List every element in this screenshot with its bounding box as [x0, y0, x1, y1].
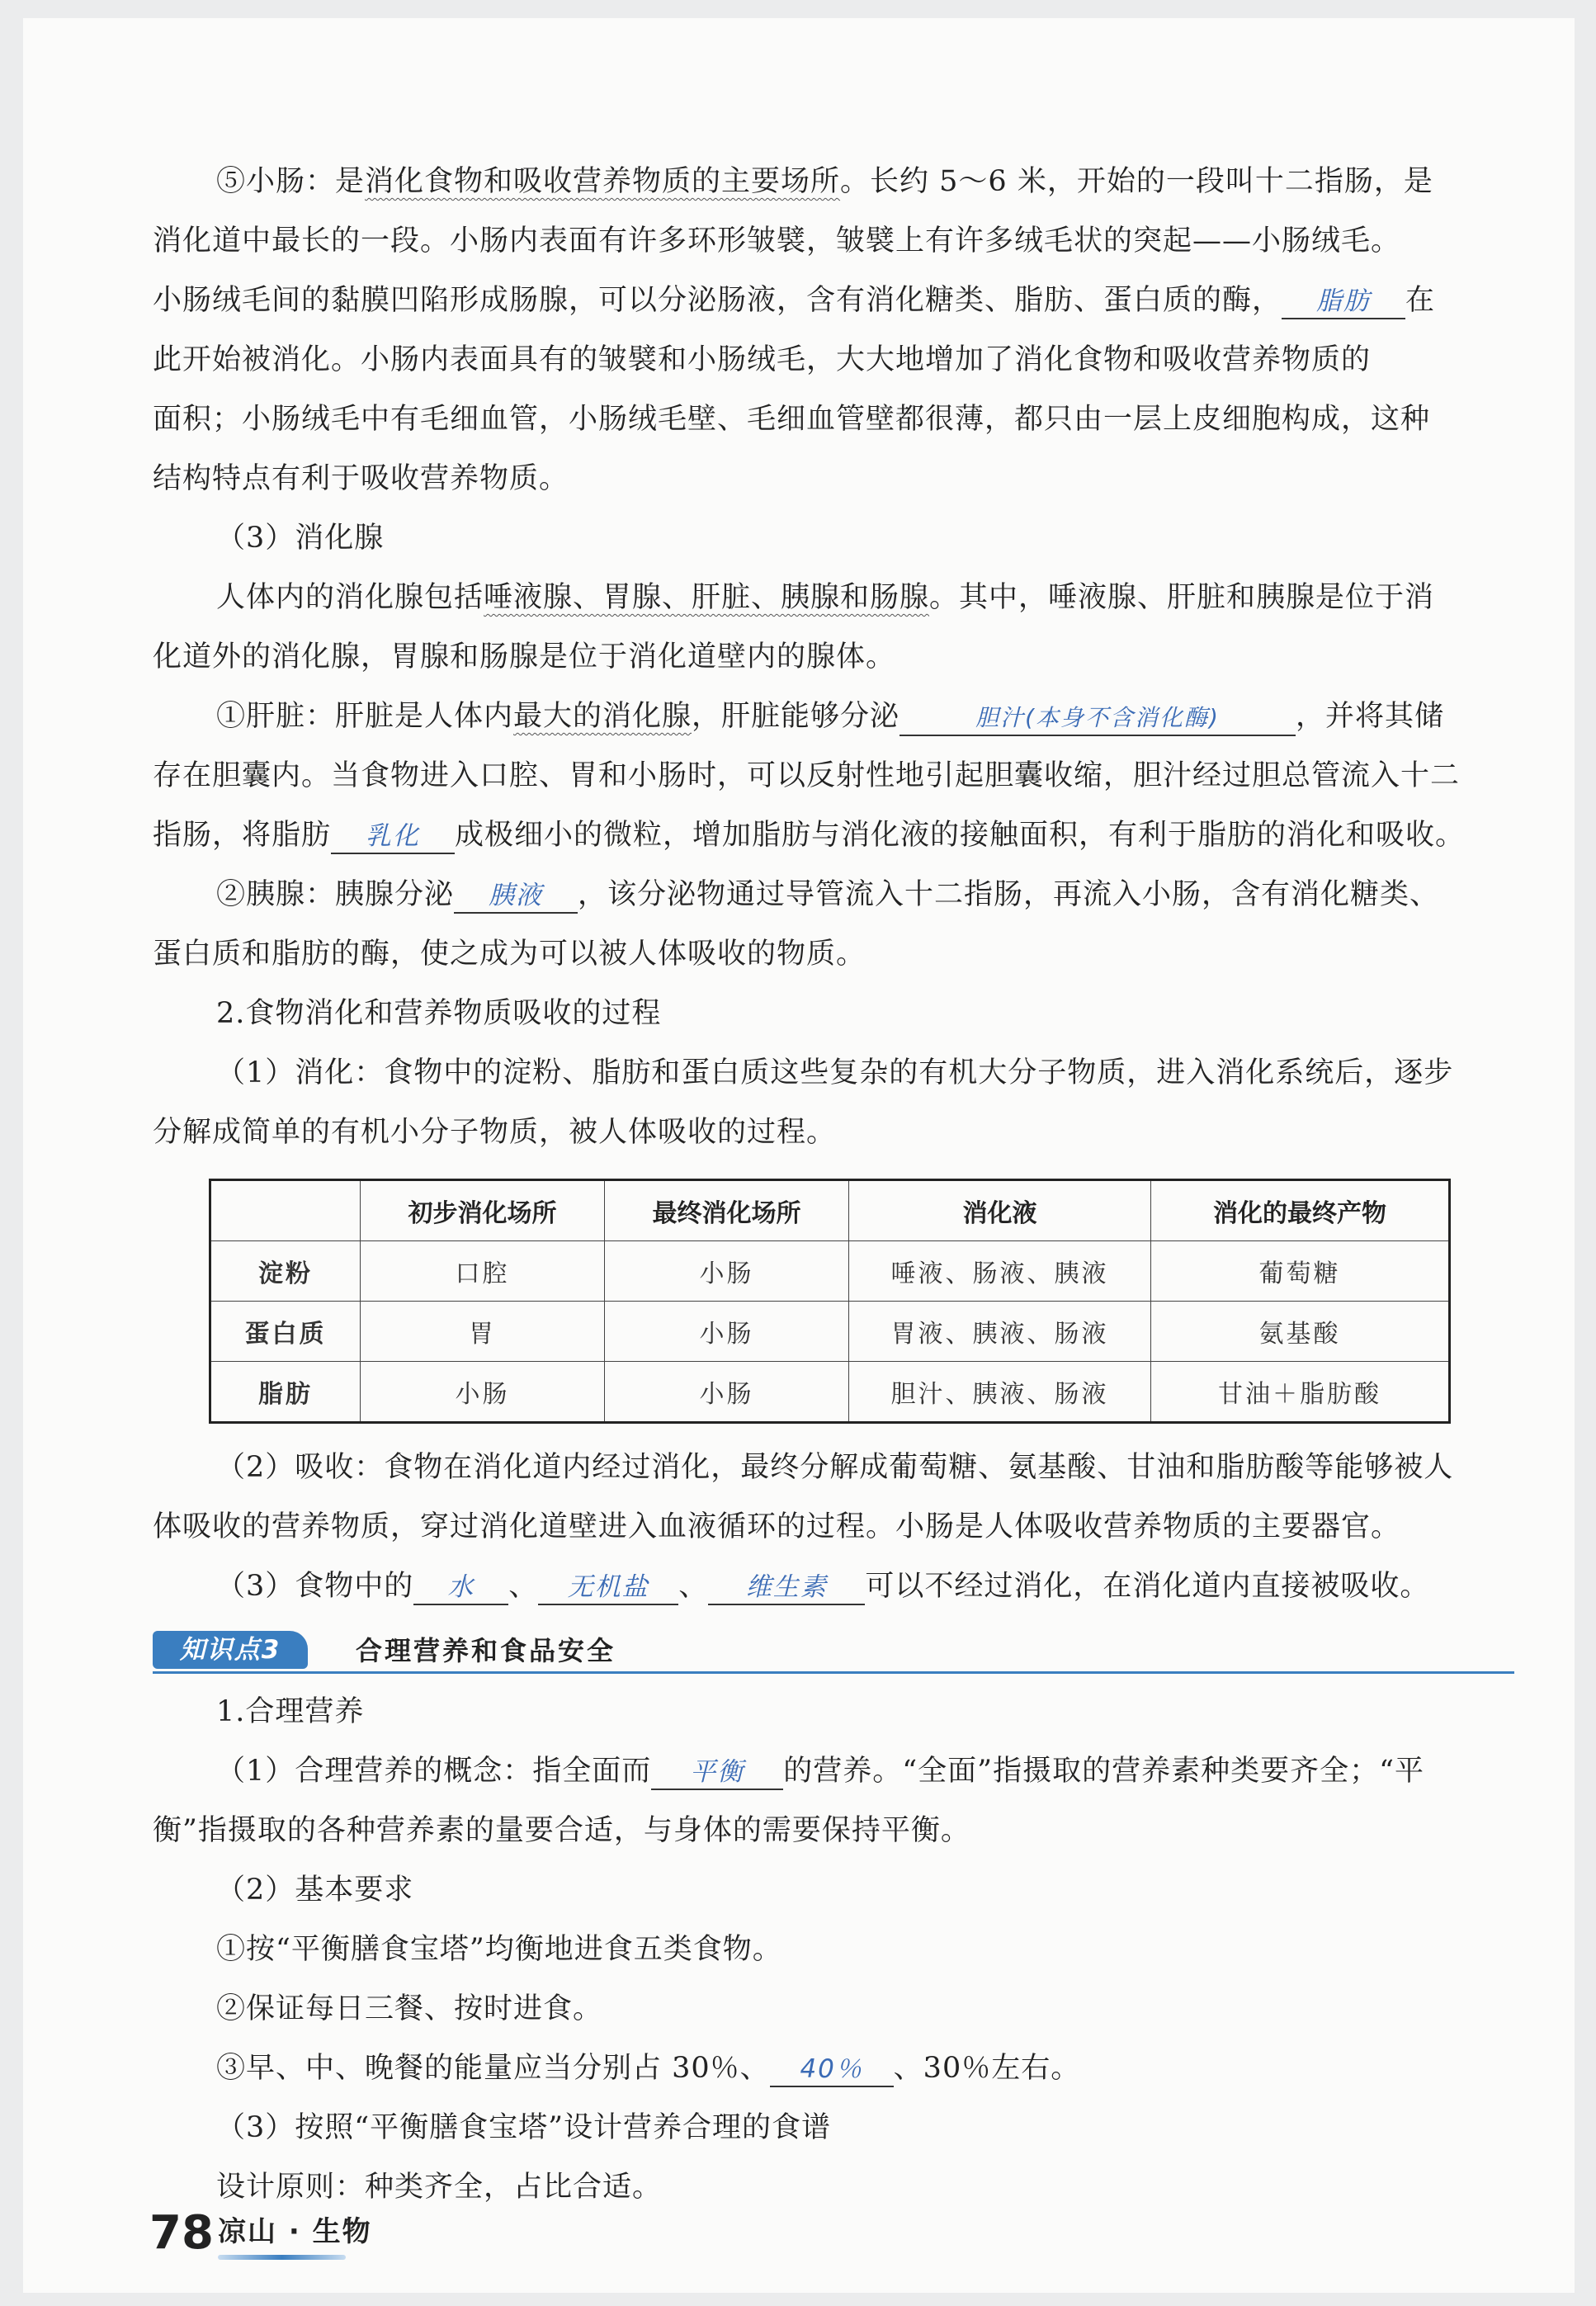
- table-header-cell: 消化液: [849, 1180, 1151, 1241]
- table-row: [210, 1241, 1450, 1302]
- answer-blank: 脂肪: [1282, 285, 1405, 319]
- paragraph-line: ③早、中、晚餐的能量应当分别占 30％、 40％ 、30％左右。: [216, 2050, 1578, 2087]
- table-header-cell: 最终消化场所: [605, 1180, 849, 1241]
- paragraph-line: （1）消化：食物中的淀粉、脂肪和蛋白质这些复杂的有机大分子物质，进入消化系统后，逐步: [216, 1056, 1454, 1089]
- paragraph-line: ①按“平衡膳食宝塔”均衡地进食五类食物。: [216, 1933, 782, 1966]
- textbook-page: [23, 18, 1575, 2293]
- answer-blank: 40％: [770, 2053, 894, 2087]
- paragraph-line: 面积；小肠绒毛中有毛细血管，小肠绒毛壁、毛细血管壁都很薄，都只由一层上皮细胞构成，这种: [153, 403, 1431, 436]
- paragraph-line: 化道外的消化腺，胃腺和肠腺是位于消化道壁内的腺体。: [153, 640, 896, 673]
- answer-blank: 胆汁(本身不含消化酶): [900, 702, 1296, 736]
- table-row: [210, 1362, 1450, 1423]
- emphasis-text: 最大的消化腺: [513, 700, 692, 733]
- paragraph-line: 此开始被消化。小肠内表面具有的皱襞和小肠绒毛，大大地增加了消化食物和吸收营养物质的: [153, 343, 1372, 376]
- table-cell: 胃: [361, 1302, 605, 1362]
- table-row: [210, 1302, 1450, 1362]
- paragraph-line: 消化道中最长的一段。小肠内表面有许多环形皱襞，皱襞上有许多绒毛状的突起——小肠绒毛。: [153, 224, 1401, 258]
- paragraph-line: （1）合理营养的概念：指全面而 平衡 的营养。“全面”指摄取的营养素种类要齐全；“平: [216, 1753, 1578, 1790]
- table-header-cell: 初步消化场所: [361, 1180, 605, 1241]
- answer-blank: 乳化: [331, 820, 455, 854]
- table-cell: 唾液、肠液、胰液: [849, 1241, 1151, 1302]
- table-cell: 胆汁、胰液、肠液: [849, 1362, 1151, 1423]
- paragraph-line: 衡”指摄取的各种营养素的量要合适，与身体的需要保持平衡。: [153, 1814, 970, 1847]
- paragraph-line: ②胰腺：胰腺分泌 胰液 ，该分泌物通过导管流入十二指肠，再流入小肠，含有消化糖类、: [216, 877, 1578, 914]
- subheading: （3）按照“平衡膳食宝塔”设计营养合理的食谱: [216, 2111, 832, 2144]
- footer-accent-bar: [218, 2255, 346, 2260]
- table-header-cell: [210, 1180, 361, 1241]
- paragraph-line: 人体内的消化腺包括唾液腺、胃腺、肝脏、胰腺和肠腺。其中，唾液腺、肝脏和胰腺是位于消: [216, 581, 1435, 614]
- table-cell: 小肠: [605, 1241, 849, 1302]
- paragraph-line: 体吸收的营养物质，穿过消化道壁进入血液循环的过程。小肠是人体吸收营养物质的主要器官。: [153, 1510, 1401, 1543]
- banner-divider: [153, 1671, 1514, 1674]
- emphasis-text: 唾液腺、胃腺、肝脏、胰腺和肠腺: [484, 581, 930, 614]
- paragraph-line: （3）食物中的 水 、 无机盐 、 维生素 可以不经过消化，在消化道内直接被吸收。: [216, 1568, 1578, 1605]
- table-cell: 甘油＋脂肪酸: [1151, 1362, 1450, 1423]
- paragraph-line: 结构特点有利于吸收营养物质。: [153, 462, 569, 495]
- answer-blank: 维生素: [708, 1571, 865, 1605]
- footer-label: 凉山 · 生物: [218, 2215, 372, 2248]
- knowledge-point-title: 合理营养和食品安全: [356, 1635, 616, 1666]
- emphasis-text: 消化食物和吸收营养物质的主要场所: [365, 165, 841, 198]
- table-cell: 小肠: [361, 1362, 605, 1423]
- table-header-cell: 消化的最终产物: [1151, 1180, 1450, 1241]
- answer-blank: 平衡: [651, 1755, 783, 1790]
- table-cell: 葡萄糖: [1151, 1241, 1450, 1302]
- table-cell: 胃液、胰液、肠液: [849, 1302, 1151, 1362]
- subheading: （2）基本要求: [216, 1874, 414, 1907]
- knowledge-point-tag: 知识点3: [153, 1631, 308, 1669]
- paragraph-line: 小肠绒毛间的黏膜凹陷形成肠腺，可以分泌肠液，含有消化糖类、脂肪、蛋白质的酶， 脂肪 在: [153, 282, 1514, 319]
- section-heading: 1.合理营养: [216, 1695, 365, 1728]
- page-number: 78: [149, 2206, 214, 2260]
- paragraph-line: ②保证每日三餐、按时进食。: [216, 1992, 603, 2025]
- table-cell: 口腔: [361, 1241, 605, 1302]
- paragraph-line: 蛋白质和脂肪的酶，使之成为可以被人体吸收的物质。: [153, 938, 866, 971]
- table-header-row: [210, 1180, 1450, 1241]
- paragraph-line: 存在胆囊内。当食物进入口腔、胃和小肠时，可以反射性地引起胆囊收缩，胆汁经过胆总管流入十二: [153, 759, 1461, 792]
- section-heading: 2.食物消化和营养物质吸收的过程: [216, 997, 662, 1030]
- paragraph-line: 分解成简单的有机小分子物质，被人体吸收的过程。: [153, 1116, 837, 1149]
- answer-blank: 水: [413, 1571, 508, 1605]
- table-row-header: 蛋白质: [210, 1302, 361, 1362]
- answer-blank: 胰液: [454, 879, 578, 914]
- table-row-header: 淀粉: [210, 1241, 361, 1302]
- paragraph-line: ⑤小肠：是消化食物和吸收营养物质的主要场所。长约 5～6 米，开始的一段叫十二指肠，是: [216, 165, 1433, 198]
- paragraph-line: （2）吸收：食物在消化道内经过消化，最终分解成葡萄糖、氨基酸、甘油和脂肪酸等能够被人: [216, 1451, 1454, 1484]
- table-row-header: 脂肪: [210, 1362, 361, 1423]
- table-cell: 小肠: [605, 1302, 849, 1362]
- table-cell: 小肠: [605, 1362, 849, 1423]
- paragraph-line: 指肠，将脂肪 乳化 成极细小的微粒，增加脂肪与消化液的接触面积，有利于脂肪的消化和吸收。: [153, 817, 1514, 854]
- table-cell: 氨基酸: [1151, 1302, 1450, 1362]
- subheading: （3）消化腺: [216, 522, 385, 555]
- paragraph-line: ①肝脏：肝脏是人体内最大的消化腺，肝脏能够分泌 胆汁(本身不含消化酶) ，并将其储: [216, 698, 1578, 736]
- paragraph-line: 设计原则：种类齐全，占比合适。: [216, 2171, 663, 2204]
- digestion-table: [209, 1179, 1451, 1424]
- answer-blank: 无机盐: [538, 1571, 678, 1605]
- knowledge-point-banner: [153, 1631, 1514, 1672]
